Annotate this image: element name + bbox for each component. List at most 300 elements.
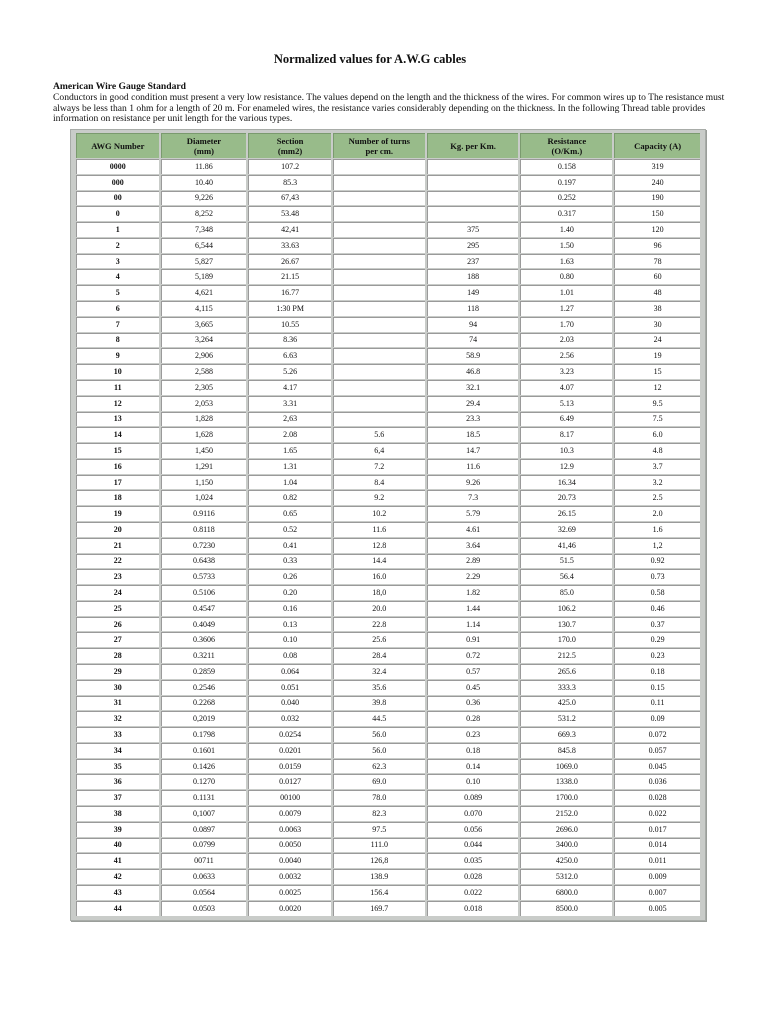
- table-cell: 2.08: [248, 427, 331, 442]
- table-cell: 0.032: [248, 711, 331, 726]
- table-cell: 0.4049: [161, 617, 247, 632]
- table-row: [76, 853, 700, 868]
- table-cell: 36: [76, 774, 159, 789]
- table-cell: 0.022: [614, 806, 700, 821]
- table-cell: 1,024: [161, 490, 247, 505]
- table-cell: 53.48: [248, 206, 331, 221]
- table-cell: 669.3: [520, 727, 612, 742]
- table-cell: 00: [76, 191, 159, 206]
- table-cell: 11: [76, 380, 159, 395]
- table-cell: 6,4: [333, 443, 425, 458]
- table-cell: 0.014: [614, 838, 700, 853]
- table-cell: 56.4: [520, 569, 612, 584]
- table-cell: 0.018: [427, 901, 519, 916]
- table-cell: 9.26: [427, 475, 519, 490]
- table-row: [76, 585, 700, 600]
- table-cell: 0.0032: [248, 869, 331, 884]
- table-row: [76, 254, 700, 269]
- table-cell: 82.3: [333, 806, 425, 821]
- table-cell: 14.4: [333, 554, 425, 569]
- table-cell: 0.028: [614, 790, 700, 805]
- table-cell: 4,115: [161, 301, 247, 316]
- table-cell: 0.73: [614, 569, 700, 584]
- column-header-text: Number of turns: [348, 136, 410, 146]
- table-cell: 94: [427, 317, 519, 332]
- table-cell: 20.73: [520, 490, 612, 505]
- table-cell: 00100: [248, 790, 331, 805]
- table-cell: 0.0063: [248, 822, 331, 837]
- table-cell: 8500.0: [520, 901, 612, 916]
- column-header-text: Capacity (A): [634, 141, 682, 151]
- table-cell: 2,305: [161, 380, 247, 395]
- table-cell: 0.7230: [161, 538, 247, 553]
- table-cell: 170.0: [520, 632, 612, 647]
- table-cell: 3,665: [161, 317, 247, 332]
- table-cell: 0.16: [248, 601, 331, 616]
- table-cell: 0.011: [614, 853, 700, 868]
- table-cell: 319: [614, 159, 700, 174]
- table-row: [76, 175, 700, 190]
- table-cell: 6,544: [161, 238, 247, 253]
- table-cell: 130.7: [520, 617, 612, 632]
- table-cell: 19: [614, 348, 700, 363]
- table-cell: 0.0079: [248, 806, 331, 821]
- table-cell: 1.40: [520, 222, 612, 237]
- table-cell: 9.5: [614, 396, 700, 411]
- table-cell: 34: [76, 743, 159, 758]
- table-cell: 0.009: [614, 869, 700, 884]
- table-cell: 15: [614, 364, 700, 379]
- table-row: [76, 427, 700, 442]
- table-cell: 20.0: [333, 601, 425, 616]
- table-cell: [333, 317, 425, 332]
- table-cell: 10.55: [248, 317, 331, 332]
- table-row: [76, 554, 700, 569]
- table-cell: 12.9: [520, 459, 612, 474]
- table-cell: 4,621: [161, 285, 247, 300]
- awg-table-frame: [70, 129, 706, 921]
- table-row: [76, 380, 700, 395]
- column-header: [520, 133, 612, 158]
- table-cell: 0.45: [427, 680, 519, 695]
- table-row: [76, 159, 700, 174]
- table-cell: [333, 238, 425, 253]
- table-row: [76, 269, 700, 284]
- table-cell: 0.036: [614, 774, 700, 789]
- table-cell: 40: [76, 838, 159, 853]
- table-cell: 0.52: [248, 522, 331, 537]
- table-cell: 31: [76, 696, 159, 711]
- table-cell: 48: [614, 285, 700, 300]
- table-cell: 51.5: [520, 554, 612, 569]
- table-cell: 46.8: [427, 364, 519, 379]
- table-cell: 33: [76, 727, 159, 742]
- table-cell: 7.5: [614, 412, 700, 427]
- table-cell: 21: [76, 538, 159, 553]
- table-row: [76, 759, 700, 774]
- table-row: [76, 396, 700, 411]
- table-cell: [333, 348, 425, 363]
- table-cell: 41,46: [520, 538, 612, 553]
- table-cell: 0.58: [614, 585, 700, 600]
- table-cell: 1,628: [161, 427, 247, 442]
- table-cell: [333, 206, 425, 221]
- table-cell: 425.0: [520, 696, 612, 711]
- table-cell: 1069.0: [520, 759, 612, 774]
- table-cell: 20: [76, 522, 159, 537]
- table-cell: 1.44: [427, 601, 519, 616]
- table-cell: 0.0633: [161, 869, 247, 884]
- table-cell: 5312.0: [520, 869, 612, 884]
- table-cell: 7.3: [427, 490, 519, 505]
- table-cell: 41: [76, 853, 159, 868]
- table-cell: [333, 301, 425, 316]
- table-cell: 2.03: [520, 333, 612, 348]
- table-cell: 67,43: [248, 191, 331, 206]
- table-cell: 4.8: [614, 443, 700, 458]
- table-cell: 118: [427, 301, 519, 316]
- table-cell: 0.0127: [248, 774, 331, 789]
- table-cell: 1.31: [248, 459, 331, 474]
- table-cell: 0.82: [248, 490, 331, 505]
- table-cell: 0.57: [427, 664, 519, 679]
- table-cell: 1.82: [427, 585, 519, 600]
- table-row: [76, 569, 700, 584]
- table-cell: 0.089: [427, 790, 519, 805]
- table-cell: 0.028: [427, 869, 519, 884]
- table-cell: 0.26: [248, 569, 331, 584]
- table-cell: 0.252: [520, 191, 612, 206]
- table-cell: 5,827: [161, 254, 247, 269]
- table-cell: 44.5: [333, 711, 425, 726]
- table-cell: 30: [614, 317, 700, 332]
- table-cell: 9: [76, 348, 159, 363]
- table-cell: 10.2: [333, 506, 425, 521]
- table-cell: 0.92: [614, 554, 700, 569]
- table-cell: 0.1426: [161, 759, 247, 774]
- table-cell: 2.5: [614, 490, 700, 505]
- table-cell: [333, 191, 425, 206]
- table-cell: 0.0503: [161, 901, 247, 916]
- table-cell: 35.6: [333, 680, 425, 695]
- awg-table: [74, 132, 702, 917]
- table-cell: 2,906: [161, 348, 247, 363]
- table-cell: [333, 364, 425, 379]
- table-cell: 0.37: [614, 617, 700, 632]
- table-cell: 78.0: [333, 790, 425, 805]
- table-cell: 23: [76, 569, 159, 584]
- table-cell: 2.0: [614, 506, 700, 521]
- table-cell: 8: [76, 333, 159, 348]
- column-header-text: Kg. per Km.: [450, 141, 496, 151]
- table-row: [76, 790, 700, 805]
- table-row: [76, 522, 700, 537]
- table-cell: 0.007: [614, 885, 700, 900]
- table-cell: 0.197: [520, 175, 612, 190]
- table-cell: 1.50: [520, 238, 612, 253]
- table-cell: 5: [76, 285, 159, 300]
- table-cell: 43: [76, 885, 159, 900]
- table-cell: [427, 159, 519, 174]
- table-cell: 27: [76, 632, 159, 647]
- table-cell: 85.0: [520, 585, 612, 600]
- table-cell: 5.26: [248, 364, 331, 379]
- table-cell: 25: [76, 601, 159, 616]
- table-cell: 0.317: [520, 206, 612, 221]
- table-cell: 0.80: [520, 269, 612, 284]
- table-cell: 0.0025: [248, 885, 331, 900]
- table-cell: 12: [76, 396, 159, 411]
- table-cell: 1,450: [161, 443, 247, 458]
- table-cell: [427, 206, 519, 221]
- table-cell: 18.5: [427, 427, 519, 442]
- table-cell: 0.5733: [161, 569, 247, 584]
- table-cell: 120: [614, 222, 700, 237]
- table-cell: 14: [76, 427, 159, 442]
- table-cell: 295: [427, 238, 519, 253]
- table-cell: 62.3: [333, 759, 425, 774]
- table-cell: 7.2: [333, 459, 425, 474]
- table-cell: 6800.0: [520, 885, 612, 900]
- table-cell: 2,63: [248, 412, 331, 427]
- table-cell: 237: [427, 254, 519, 269]
- table-row: [76, 238, 700, 253]
- table-cell: 16.0: [333, 569, 425, 584]
- column-header: [76, 133, 159, 158]
- column-header: [333, 133, 425, 158]
- column-header: [614, 133, 700, 158]
- table-cell: 6.63: [248, 348, 331, 363]
- table-cell: 0.0040: [248, 853, 331, 868]
- table-cell: 6.0: [614, 427, 700, 442]
- table-cell: 5.79: [427, 506, 519, 521]
- table-cell: 3.23: [520, 364, 612, 379]
- table-cell: 0.33: [248, 554, 331, 569]
- column-header-text: AWG Number: [91, 141, 145, 151]
- column-header-text: Section: [276, 136, 304, 146]
- table-cell: 0.91: [427, 632, 519, 647]
- table-cell: 4250.0: [520, 853, 612, 868]
- table-cell: 0.0799: [161, 838, 247, 853]
- table-cell: 0.1798: [161, 727, 247, 742]
- table-cell: 96: [614, 238, 700, 253]
- table-cell: 26.67: [248, 254, 331, 269]
- table-cell: 0: [76, 206, 159, 221]
- table-cell: 13: [76, 412, 159, 427]
- table-cell: 2152.0: [520, 806, 612, 821]
- table-cell: 149: [427, 285, 519, 300]
- table-cell: 265.6: [520, 664, 612, 679]
- table-row: [76, 412, 700, 427]
- table-cell: 3.31: [248, 396, 331, 411]
- table-cell: 0.72: [427, 648, 519, 663]
- page-title: Normalized values for A.W.G cables: [273, 52, 467, 66]
- column-header: [161, 133, 247, 158]
- table-cell: 16: [76, 459, 159, 474]
- table-cell: 169.7: [333, 901, 425, 916]
- table-cell: 11.6: [333, 522, 425, 537]
- table-cell: 0.017: [614, 822, 700, 837]
- table-row: [76, 680, 700, 695]
- table-cell: 106.2: [520, 601, 612, 616]
- table-cell: [333, 175, 425, 190]
- table-cell: 2,588: [161, 364, 247, 379]
- table-cell: 0.2268: [161, 696, 247, 711]
- table-row: [76, 348, 700, 363]
- table-cell: 25.6: [333, 632, 425, 647]
- table-cell: 000: [76, 175, 159, 190]
- table-cell: 9,226: [161, 191, 247, 206]
- table-cell: 111.0: [333, 838, 425, 853]
- table-cell: 23.3: [427, 412, 519, 427]
- table-cell: 2.56: [520, 348, 612, 363]
- table-cell: 0.045: [614, 759, 700, 774]
- table-cell: 0.056: [427, 822, 519, 837]
- table-cell: 531.2: [520, 711, 612, 726]
- table-cell: 1,291: [161, 459, 247, 474]
- table-cell: 0.29: [614, 632, 700, 647]
- table-cell: 7: [76, 317, 159, 332]
- table-cell: 4.07: [520, 380, 612, 395]
- table-cell: 1.65: [248, 443, 331, 458]
- table-row: [76, 774, 700, 789]
- table-cell: 38: [614, 301, 700, 316]
- table-cell: 0.9116: [161, 506, 247, 521]
- table-cell: [333, 222, 425, 237]
- table-cell: 0.0254: [248, 727, 331, 742]
- table-cell: 8.17: [520, 427, 612, 442]
- table-cell: 0.1601: [161, 743, 247, 758]
- table-row: [76, 885, 700, 900]
- table-cell: 0.064: [248, 664, 331, 679]
- table-cell: 00711: [161, 853, 247, 868]
- table-cell: 1.63: [520, 254, 612, 269]
- table-cell: 5.6: [333, 427, 425, 442]
- table-cell: 0.28: [427, 711, 519, 726]
- table-cell: 4.61: [427, 522, 519, 537]
- table-cell: [333, 396, 425, 411]
- table-row: [76, 869, 700, 884]
- table-row: [76, 648, 700, 663]
- table-cell: 0.41: [248, 538, 331, 553]
- table-cell: 0.057: [614, 743, 700, 758]
- table-cell: 18,0: [333, 585, 425, 600]
- table-cell: 30: [76, 680, 159, 695]
- table-cell: 1,2: [614, 538, 700, 553]
- table-cell: 1,828: [161, 412, 247, 427]
- table-cell: 7,348: [161, 222, 247, 237]
- table-cell: 10.40: [161, 175, 247, 190]
- table-cell: 0.0050: [248, 838, 331, 853]
- table-row: [76, 822, 700, 837]
- table-cell: 240: [614, 175, 700, 190]
- table-cell: 12: [614, 380, 700, 395]
- table-cell: 0.10: [427, 774, 519, 789]
- column-header-text: Diameter: [186, 136, 222, 146]
- table-cell: 0.0201: [248, 743, 331, 758]
- table-cell: 29.4: [427, 396, 519, 411]
- table-cell: 17: [76, 475, 159, 490]
- table-cell: [333, 412, 425, 427]
- table-cell: 0.1131: [161, 790, 247, 805]
- table-cell: 4: [76, 269, 159, 284]
- table-cell: 0.044: [427, 838, 519, 853]
- table-header-row: [76, 133, 700, 158]
- table-cell: 0.040: [248, 696, 331, 711]
- table-row: [76, 664, 700, 679]
- table-cell: 0.11: [614, 696, 700, 711]
- table-cell: 3.64: [427, 538, 519, 553]
- table-row: [76, 538, 700, 553]
- table-cell: 60: [614, 269, 700, 284]
- table-cell: 35: [76, 759, 159, 774]
- table-cell: 107.2: [248, 159, 331, 174]
- table-cell: 1338.0: [520, 774, 612, 789]
- table-cell: 32.1: [427, 380, 519, 395]
- table-row: [76, 601, 700, 616]
- table-cell: [333, 285, 425, 300]
- table-cell: 44: [76, 901, 159, 916]
- table-cell: 1.14: [427, 617, 519, 632]
- table-cell: 56.0: [333, 727, 425, 742]
- table-cell: 0.2859: [161, 664, 247, 679]
- table-cell: 0.070: [427, 806, 519, 821]
- table-cell: 190: [614, 191, 700, 206]
- table-cell: 18: [76, 490, 159, 505]
- table-cell: 212.5: [520, 648, 612, 663]
- table-cell: 8.36: [248, 333, 331, 348]
- table-cell: 0.13: [248, 617, 331, 632]
- intro-paragraph: [53, 82, 743, 125]
- column-header: [427, 133, 519, 158]
- table-cell: 0.15: [614, 680, 700, 695]
- table-cell: 19: [76, 506, 159, 521]
- table-cell: 12.8: [333, 538, 425, 553]
- table-cell: 16.77: [248, 285, 331, 300]
- table-row: [76, 743, 700, 758]
- table-row: [76, 222, 700, 237]
- table-cell: 1,150: [161, 475, 247, 490]
- table-row: [76, 206, 700, 221]
- table-cell: 58.9: [427, 348, 519, 363]
- table-cell: 0.18: [427, 743, 519, 758]
- table-cell: 42,41: [248, 222, 331, 237]
- table-cell: 0.36: [427, 696, 519, 711]
- table-row: [76, 490, 700, 505]
- table-cell: 0,2019: [161, 711, 247, 726]
- table-cell: 0.022: [427, 885, 519, 900]
- table-cell: [333, 380, 425, 395]
- table-cell: 0.3606: [161, 632, 247, 647]
- table-cell: 0.14: [427, 759, 519, 774]
- table-cell: 24: [614, 333, 700, 348]
- column-header-text: per cm.: [365, 146, 394, 156]
- table-cell: 0.158: [520, 159, 612, 174]
- table-cell: 3,264: [161, 333, 247, 348]
- table-row: [76, 696, 700, 711]
- table-cell: 26.15: [520, 506, 612, 521]
- table-cell: 0.1270: [161, 774, 247, 789]
- table-cell: 1:30 PM: [248, 301, 331, 316]
- table-cell: 0.46: [614, 601, 700, 616]
- table-cell: 24: [76, 585, 159, 600]
- table-cell: 42: [76, 869, 159, 884]
- column-header: [248, 133, 331, 158]
- table-cell: 15: [76, 443, 159, 458]
- table-cell: 0.3211: [161, 648, 247, 663]
- table-cell: [427, 191, 519, 206]
- table-cell: 0.08: [248, 648, 331, 663]
